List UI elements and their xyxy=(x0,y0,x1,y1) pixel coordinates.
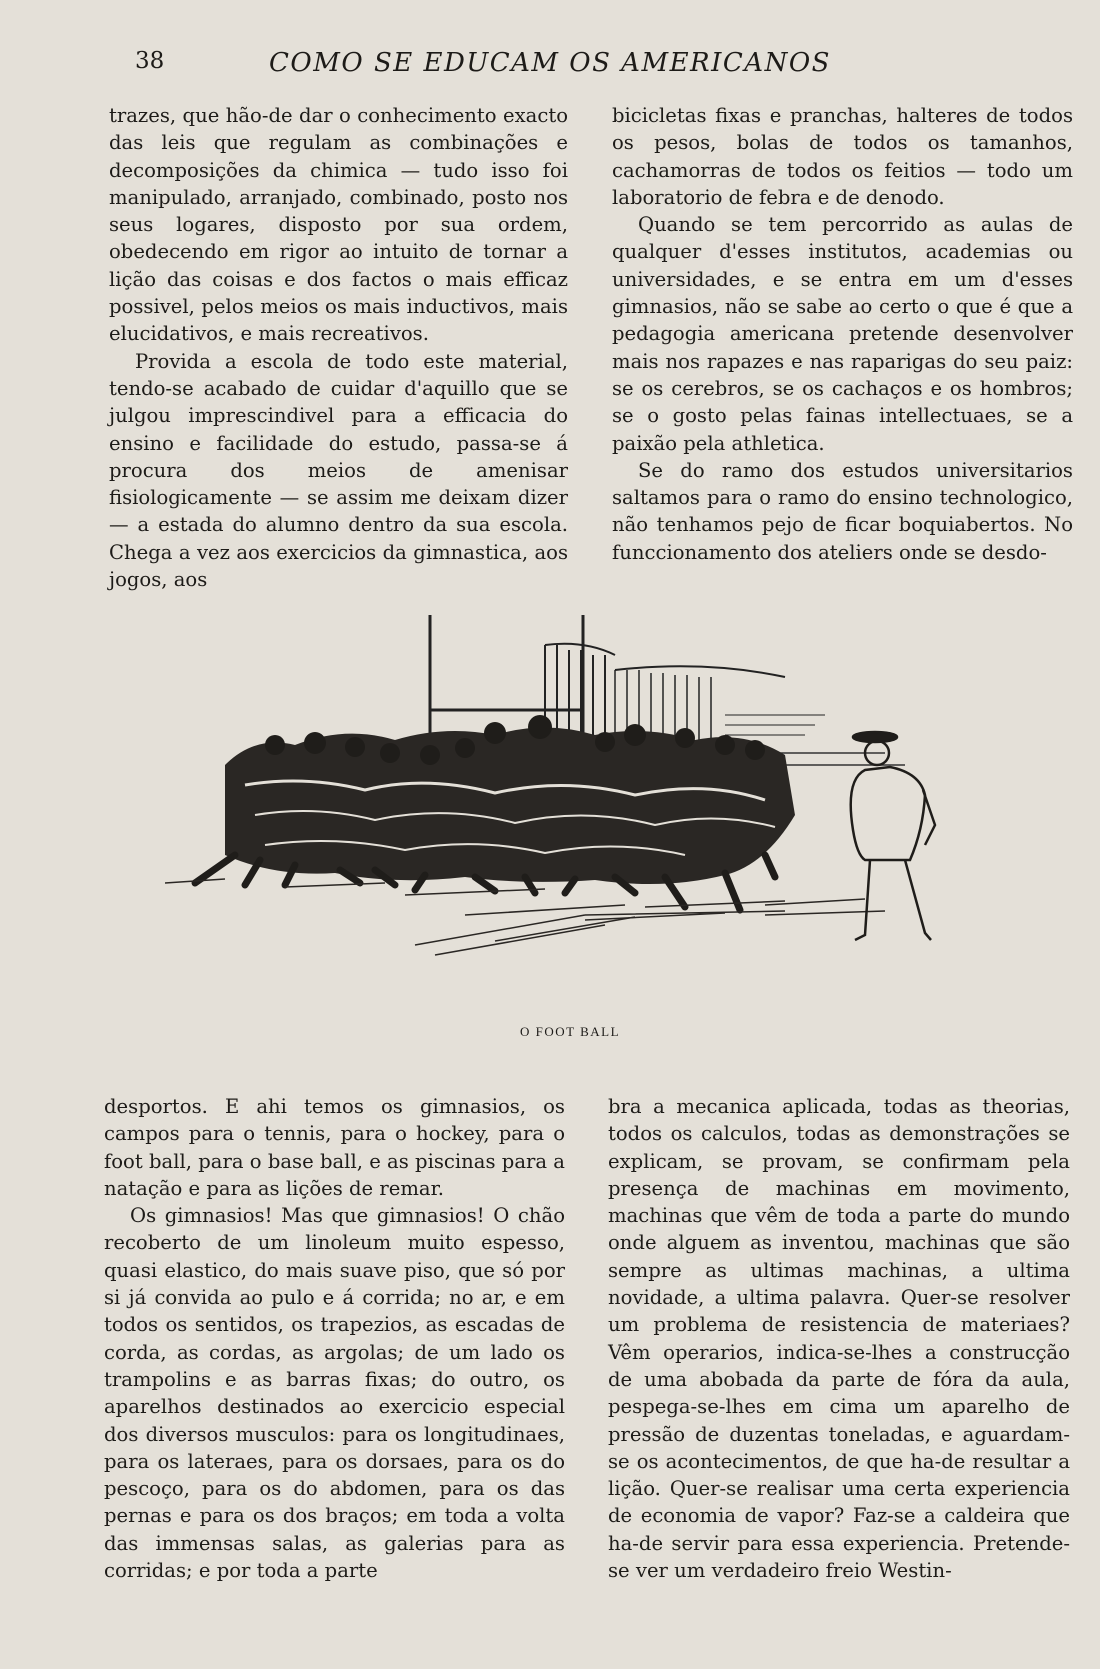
paragraph: Os gimnasios! Mas que gimnasios! O chão recoberto de um linoleum muito espesso, quasi elastico, do mais suave piso, que só por si já convida ao pulo e á corrida; no ar, e em todos os sentidos, os trapezios, as escadas de corda, as cordas, as argolas; de um lado os trampolins e as barras fixas; do outro, os aparelhos destinados ao exercicio especial dos diversos musculos: para os longitudinaes, para os lateraes, para os dorsaes, para os do pescoço, para os do abdomen, para os das pernas e para os dos braços; em toda a volta das immensas salas, as galerias para as corridas; e por toda a parte xyxy=(104,1204,565,1583)
column-bottom-right xyxy=(608,1093,1070,1584)
players-scrimmage xyxy=(195,715,795,910)
paragraph: desportos. E ahi temos os gimnasios, os campos para o tennis, para o hockey, para o foot ball, para o base ball, e as piscinas para a natação e para as lições de remar. xyxy=(104,1095,565,1200)
paragraph: bra a mecanica aplicada, todas as theorias, todos os calculos, todas as demonstrações se explicam, se provam, se confirmam pela presença de machinas em movimento, machinas que vêm de toda a parte do mundo onde alguem as inventou, machinas que são sempre as ultimas machinas, a ultima novidade, a ultima palavra. Quer-se resolver um problema de resistencia de materiaes? Vêm operarios, indica-se-lhes a construcção de uma abobada da parte de fóra da aula, pespega-se-lhes em cima um aparelho de pressão de duzentas toneladas, e aguardam-se os acontecimentos, de que ha-de resultar a lição. Quer-se realisar uma certa experiencia de economia de vapor? Faz-se a caldeira que ha-de servir para essa experiencia. Pretende-se ver um verdadeiro freio Westin- xyxy=(608,1095,1070,1583)
page-header xyxy=(0,44,1100,84)
paragraph: Provida a escola de todo este material, tendo-se acabado de cuidar d'aquillo que se julgou imprescindivel para a efficacia do ensino e facilidade do estudo, passa-se á procura dos meios de amenisar fisiologicamente — se assim me deixam dizer — a estada do alumno dentro da sua escola. Chega a vez aos exercicios da gimnastica, aos jogos, aos xyxy=(109,349,568,592)
running-title: COMO SE EDUCAM OS AMERICANOS xyxy=(269,48,831,78)
figure-caption: O FOOT BALL xyxy=(519,1024,621,1039)
ground-hatching xyxy=(165,879,885,955)
standing-man xyxy=(851,732,935,940)
paragraph: Se do ramo dos estudos universitarios saltamos para o ramo do ensino technologico, não tenhamos pejo de ficar boquiabertos. No funccionamento dos ateliers onde se desdo- xyxy=(612,458,1073,564)
paragraph: bicicletas fixas e pranchas, halteres de todos os pesos, bolas de todos os tamanhos, cachamorras de todos os feitios — todo um laboratorio de febra e de denodo. xyxy=(612,104,1073,209)
column-bottom-left xyxy=(104,1093,565,1584)
column-top-left xyxy=(109,102,568,593)
paragraph: trazes, que hão-de dar o conhecimento exacto das leis que regulam as combinações e decomposições da chimica — tudo isso foi manipulado, arranjado, combinado, posto nos seus logares, disposto por sua ordem, obedecendo em rigor ao intuito de tornar a lição das coisas e dos factos o mais efficaz possivel, pelos meios os mais inductivos, mais elucidativos, e mais recreativos. xyxy=(109,104,568,346)
football-illustration xyxy=(165,615,1025,1015)
page-number: 38 xyxy=(135,48,165,74)
column-top-right xyxy=(612,102,1073,566)
paragraph: Quando se tem percorrido as aulas de qualquer d'esses institutos, academias ou universidades, e se entra em um d'esses gimnasios, não se sabe ao certo o que é que a pedagogia americana pretende desenvolver mais nos rapazes e nas raparigas do seu paiz: se os cerebros, se os cachaços e os hombros; se o gosto pelas fainas intellectuaes, se a paixão pela athletica. xyxy=(612,213,1073,455)
